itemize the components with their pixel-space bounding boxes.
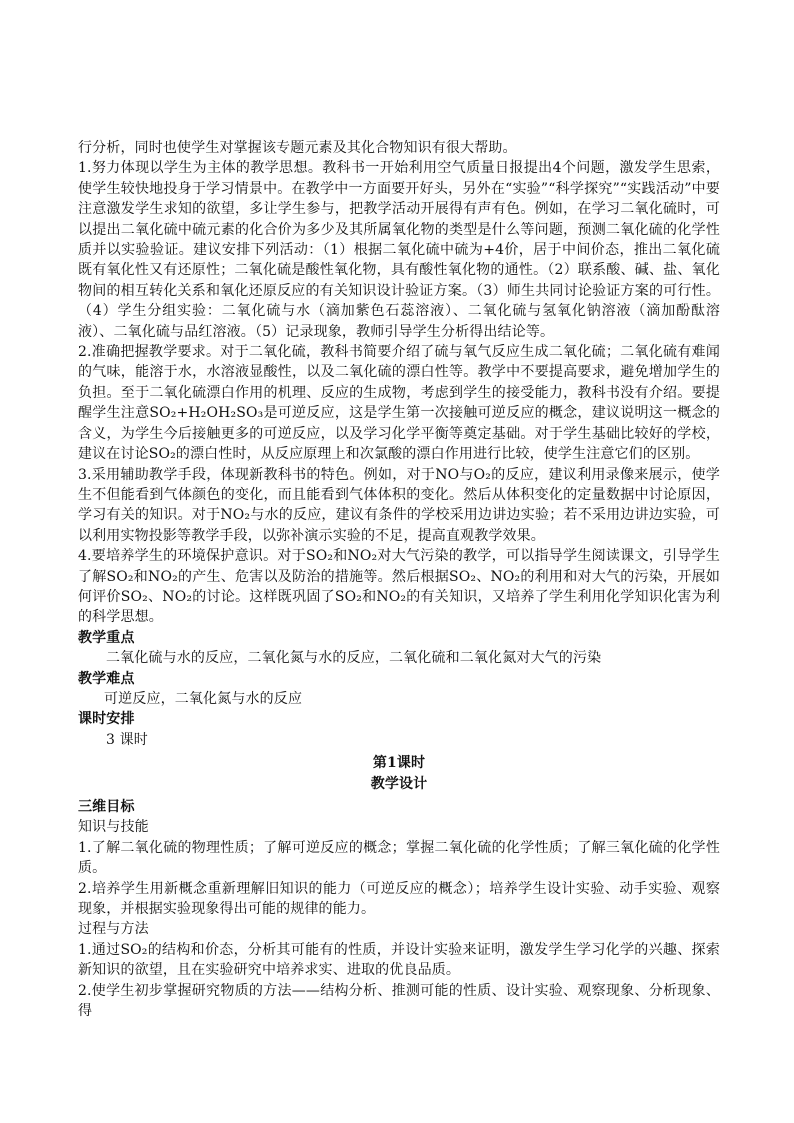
method-item-2: 2.使学生初步掌握研究物质的方法——结构分析、推测可能的性质、设计实验、观察现象、分析现象、得 bbox=[78, 982, 720, 1020]
schedule-heading: 课时安排 bbox=[78, 711, 135, 728]
schedule-text: 3 课时 bbox=[106, 731, 148, 748]
lesson-subtitle: 教学设计 bbox=[370, 775, 428, 792]
teaching-difficulty-heading: 教学难点 bbox=[78, 670, 135, 687]
lesson-title: 第1课时 bbox=[372, 755, 426, 772]
knowledge-item-1: 1.了解二氧化硫的物理性质；了解可逆反应的概念；掌握二氧化硫的化学性质；了解三氧化硫的化学性质。 bbox=[78, 839, 720, 877]
teaching-focus-text: 二氧化硫与水的反应，二氧化氮与水的反应，二氧化硫和二氧化氮对大气的污染 bbox=[106, 650, 602, 667]
paragraph-intro-continuation: 行分析，同时也使学生对掌握该专题元素及其化合物知识有很大帮助。 bbox=[78, 140, 517, 156]
process-method-heading: 过程与方法 bbox=[78, 921, 149, 938]
document-page bbox=[78, 138, 720, 1021]
knowledge-item-2: 2.培养学生用新概念重新理解旧知识的能力（可逆反应的概念）；培养学生设计实验、动手实验、观察现象，并根据实验现象得出可能的规律的能力。 bbox=[78, 880, 720, 918]
teaching-focus-heading: 教学重点 bbox=[78, 629, 135, 646]
teaching-difficulty-text: 可逆反应，二氧化氮与水的反应 bbox=[104, 690, 303, 707]
paragraph-point-2: 2.准确把握教学要求。对于二氧化硫，教科书简要介绍了硫与氧气反应生成二氧化硫；二氧化硫有难闻的气味，能溶于水，水溶液显酸性，以及二氧化硫的漂白性等。教学中不要提高要求，避免增加学生的负担。至于二氧化硫漂白作用的机理、反应的生成物，考虑到学生的接受能力，教科书没有介绍。要提醒学生注意SO₂+H₂OH₂SO₃是可逆反应，这是学生第一次接触可逆反应的概念，建议说明这一概念的含义，为学生今后接触更多的可逆反应，以及学习化学平衡等奠定基础。对于学生基础比较好的学校，建议在讨论SO₂的漂白性时，从反应原理上和次氯酸的漂白作用进行比较，使学生注意它们的区别。 bbox=[78, 344, 720, 463]
objectives-heading: 三维目标 bbox=[78, 799, 135, 815]
paragraph-point-1: 1.努力体现以学生为主体的教学思想。教科书一开始利用空气质量日报提出4个问题，激发学生思索，使学生较快地投身于学习情景中。在教学中一方面要开好头，另外在“实验”“科学探究”“实践活动”中要注意激发学生求知的欲望，多让学生参与，把教学活动开展得有声有色。例如，在学习二氧化硫时，可以提出二氧化硫中硫元素的化合价为多少及其所属氧化物的类型是什么等问题，预测二氧化硫的化学性质并以实验验证。建议安排下列活动：（1）根据二氧化硫中硫为+4价，居于中间价态，推出二氧化硫既有氧化性又有还原性；二氧化硫是酸性氧化物，具有酸性氧化物的通性。（2）联系酸、碱、盐、氧化物间的相互转化关系和氧化还原反应的有关知识设计验证方案。（3）师生共同讨论验证方案的可行性。（4）学生分组实验：二氧化硫与水（滴加紫色石蕊溶液）、二氧化硫与氢氧化钠溶液（滴加酚酞溶液）、二氧化硫与品红溶液。（5）记录现象，教师引导学生分析得出结论等。 bbox=[78, 160, 720, 340]
method-item-1: 1.通过SO₂的结构和价态，分析其可能有的性质，并设计实验来证明，激发学生学习化学的兴趣、探索新知识的欲望，且在实验研究中培养求实、进取的优良品质。 bbox=[78, 941, 720, 979]
knowledge-skills-heading: 知识与技能 bbox=[78, 819, 149, 836]
paragraph-point-4: 4.要培养学生的环境保护意识。对于SO₂和NO₂对大气污染的教学，可以指导学生阅读课文，引导学生了解SO₂和NO₂的产生、危害以及防治的措施等。然后根据SO₂、NO₂的利用和对大气的污染，开展如何评价SO₂、NO₂的讨论。这样既巩固了SO₂和NO₂的有关知识，又培养了学生利用化学知识化害为利的科学思想。 bbox=[78, 548, 720, 626]
paragraph-point-3: 3.采用辅助教学手段，体现新教科书的特色。例如，对于NO与O₂的反应，建议利用录像来展示，使学生不但能看到气体颜色的变化，而且能看到气体体积的变化。然后从体积变化的定量数据中讨论原因，学习有关的知识。对于NO₂与水的反应，建议有条件的学校采用边讲边实验；若不采用边讲边实验，可以利用实物投影等教学手段，以弥补演示实验的不足，提高直观教学效果。 bbox=[78, 466, 720, 544]
